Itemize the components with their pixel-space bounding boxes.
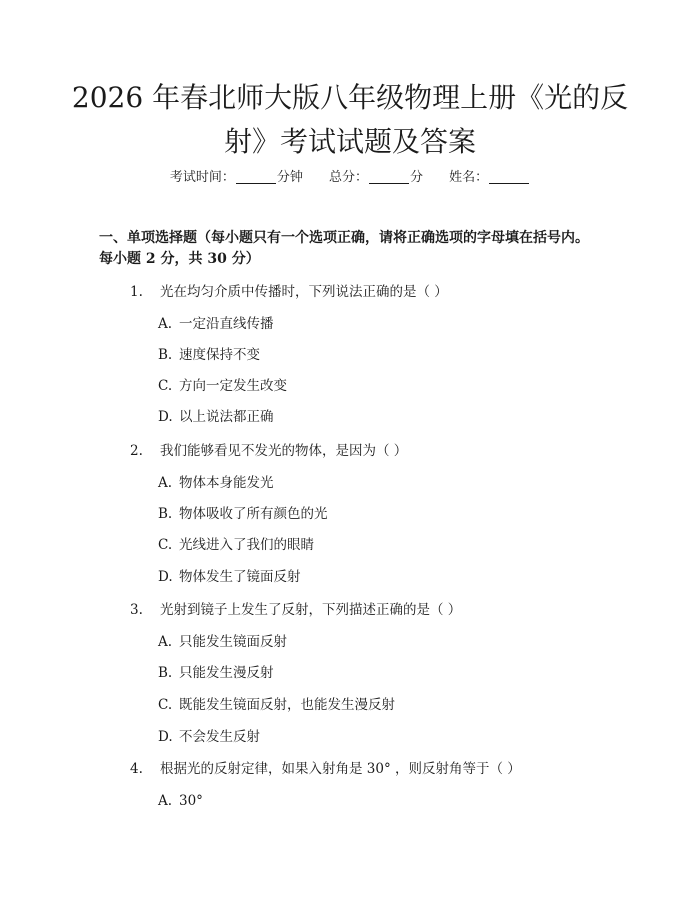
student-name-label: 姓名： xyxy=(449,170,489,185)
section-heading-line-2: 每小题 2 分，共 30 分） xyxy=(99,251,260,267)
option-text: 物体吸收了所有颜色的光 xyxy=(179,506,328,522)
exam-time-unit: 分钟 xyxy=(276,170,303,185)
exam-time-field xyxy=(170,168,303,188)
question-text: 根据光的反射定律，如果入射角是 30° ，则反射角等于（ ） xyxy=(160,761,521,777)
option-letter: B. xyxy=(158,506,173,522)
student-name-field xyxy=(449,168,530,188)
question-number: 3. xyxy=(130,602,143,618)
option-letter: B. xyxy=(158,347,173,363)
option-letter: D. xyxy=(158,729,173,745)
question-1 xyxy=(130,282,448,302)
exam-time-blank xyxy=(236,183,276,184)
question-text: 光在均匀介质中传播时，下列说法正确的是（ ） xyxy=(160,284,448,300)
question-number: 4. xyxy=(130,761,143,777)
question-4-option-a xyxy=(158,791,203,811)
total-score-label: 总分： xyxy=(328,170,368,185)
question-text: 光射到镜子上发生了反射，下列描述正确的是（ ） xyxy=(160,602,462,618)
option-letter: A. xyxy=(158,475,173,491)
option-text: 只能发生镜面反射 xyxy=(179,634,287,650)
option-text: 以上说法都正确 xyxy=(179,409,274,425)
exam-meta xyxy=(0,168,700,188)
option-text: 速度保持不变 xyxy=(179,347,260,363)
total-score-field xyxy=(329,168,423,188)
option-text: 方向一定发生改变 xyxy=(179,378,287,394)
option-text: 既能发生镜面反射，也能发生漫反射 xyxy=(179,697,395,713)
question-3-option-c xyxy=(158,695,395,715)
option-text: 30° xyxy=(179,793,203,809)
question-3 xyxy=(130,600,461,620)
question-3-option-b xyxy=(158,663,274,683)
option-letter: A. xyxy=(158,634,173,650)
question-3-option-d xyxy=(158,727,260,747)
question-1-option-d xyxy=(158,407,274,427)
option-text: 物体本身能发光 xyxy=(179,475,274,491)
question-number: 1. xyxy=(130,284,143,300)
option-letter: C. xyxy=(158,378,173,394)
question-2 xyxy=(130,441,407,461)
option-text: 一定沿直线传播 xyxy=(179,316,274,332)
question-number: 2. xyxy=(130,443,143,459)
option-letter: B. xyxy=(158,665,173,681)
student-name-blank xyxy=(489,183,529,184)
option-letter: C. xyxy=(158,537,173,553)
option-letter: D. xyxy=(158,409,173,425)
total-score-unit: 分 xyxy=(410,170,424,185)
question-2-option-d xyxy=(158,567,301,587)
total-score-blank xyxy=(369,183,409,184)
exam-time-label: 考试时间： xyxy=(169,170,235,185)
title-line-1: 2026 年春北师大版八年级物理上册《光的反 xyxy=(71,81,629,114)
option-text: 只能发生漫反射 xyxy=(179,665,274,681)
section-heading-line-1: 一、单项选择题（每小题只有一个选项正确，请将正确选项的字母填在括号内。 xyxy=(99,230,589,246)
option-text: 不会发生反射 xyxy=(179,729,260,745)
option-text: 光线进入了我们的眼睛 xyxy=(179,537,314,553)
option-letter: C. xyxy=(158,697,173,713)
question-1-option-b xyxy=(158,345,260,365)
question-2-option-c xyxy=(158,535,314,555)
option-letter: A. xyxy=(158,793,173,809)
question-4 xyxy=(130,759,521,779)
page-title xyxy=(60,76,640,164)
question-1-option-a xyxy=(158,314,274,334)
question-text: 我们能够看见不发光的物体，是因为（ ） xyxy=(160,443,408,459)
option-text: 物体发生了镜面反射 xyxy=(179,569,301,585)
option-letter: A. xyxy=(158,316,173,332)
section-heading xyxy=(99,228,619,270)
option-letter: D. xyxy=(158,569,173,585)
title-line-2: 射》考试试题及答案 xyxy=(223,125,476,158)
question-2-option-b xyxy=(158,504,328,524)
question-3-option-a xyxy=(158,632,287,652)
question-1-option-c xyxy=(158,376,287,396)
question-2-option-a xyxy=(158,473,274,493)
